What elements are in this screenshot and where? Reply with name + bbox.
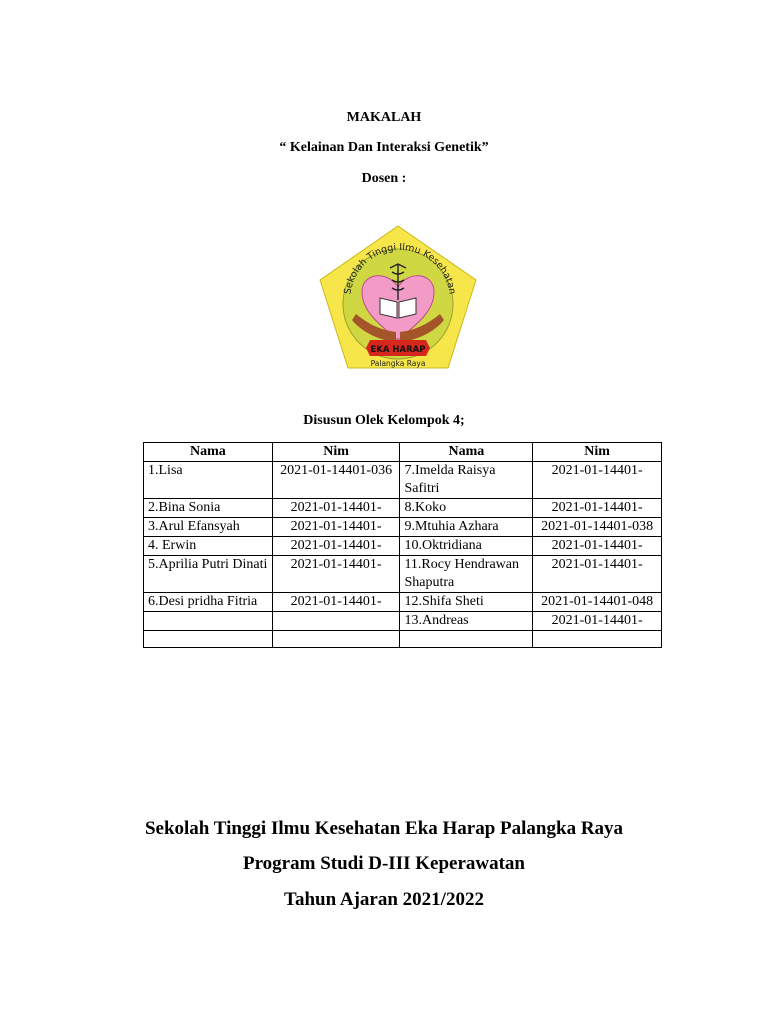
- header-nim: Nim: [272, 443, 400, 462]
- member-name: 1.Lisa: [144, 462, 273, 499]
- dosen-label: Dosen :: [361, 171, 407, 186]
- member-nim: 2021-01-14401-: [533, 499, 662, 518]
- academic-year: Tahun Ajaran 2021/2022: [284, 889, 484, 910]
- header-nama: Nama: [144, 443, 273, 462]
- member-name: 6.Desi pridha Fitria: [144, 593, 273, 612]
- group-label: Disusun Olek Kelompok 4;: [303, 413, 465, 428]
- table-header-row: [144, 443, 662, 462]
- member-name: 10.Oktridiana: [400, 537, 533, 556]
- svg-text:EKA HARAP: EKA HARAP: [370, 345, 426, 355]
- member-name: 8.Koko: [400, 499, 533, 518]
- table-row: [144, 518, 662, 537]
- member-nim: 2021-01-14401-048: [533, 593, 662, 612]
- member-name: 7.Imelda Raisya Safitri: [400, 462, 533, 499]
- member-nim: 2021-01-14401-: [533, 556, 662, 593]
- member-name: 11.Rocy Hendrawan Shaputra: [400, 556, 533, 593]
- member-nim: 2021-01-14401-: [272, 499, 400, 518]
- institution-name: Sekolah Tinggi Ilmu Kesehatan Eka Harap Palangka Raya: [144, 818, 624, 839]
- header-nama: Nama: [400, 443, 533, 462]
- logo-city-text: Palangka Raya: [370, 359, 426, 368]
- table-row: [144, 537, 662, 556]
- header-nim: Nim: [533, 443, 662, 462]
- member-nim: 2021-01-14401-: [533, 537, 662, 556]
- members-table: [143, 442, 662, 648]
- document-title: MAKALAH: [346, 110, 422, 125]
- member-nim: 2021-01-14401-: [272, 537, 400, 556]
- table-row: [144, 462, 662, 499]
- table-row: [144, 499, 662, 518]
- member-nim: 2021-01-14401-: [272, 518, 400, 537]
- member-name: 9.Mtuhia Azhara: [400, 518, 533, 537]
- stikes-eka-harap-logo: [316, 222, 480, 372]
- member-nim: 2021-01-14401-036: [272, 462, 400, 499]
- program-name: Program Studi D-III Keperawatan: [242, 853, 525, 874]
- member-nim: 2021-01-14401-: [533, 612, 662, 631]
- member-name: 5.Aprilia Putri Dinati: [144, 556, 273, 593]
- member-name: 12.Shifa Sheti: [400, 593, 533, 612]
- member-nim: 2021-01-14401-038: [533, 518, 662, 537]
- eka-harap-banner: [366, 340, 430, 356]
- member-name: [144, 612, 273, 631]
- logo-arc-text: Sekolah Tinggi Ilmu Kesehatan: [342, 242, 458, 296]
- table-row-empty: [144, 631, 662, 648]
- member-name: 13.Andreas: [400, 612, 533, 631]
- member-nim: 2021-01-14401-: [272, 556, 400, 593]
- table-row: [144, 612, 662, 631]
- member-nim: 2021-01-14401-: [533, 462, 662, 499]
- member-name: 4. Erwin: [144, 537, 273, 556]
- member-name: 3.Arul Efansyah: [144, 518, 273, 537]
- table-row: [144, 556, 662, 593]
- member-name: 2.Bina Sonia: [144, 499, 273, 518]
- member-nim: 2021-01-14401-: [272, 593, 400, 612]
- document-subtitle: “ Kelainan Dan Interaksi Genetik”: [279, 140, 489, 155]
- member-nim: [272, 612, 400, 631]
- table-row: [144, 593, 662, 612]
